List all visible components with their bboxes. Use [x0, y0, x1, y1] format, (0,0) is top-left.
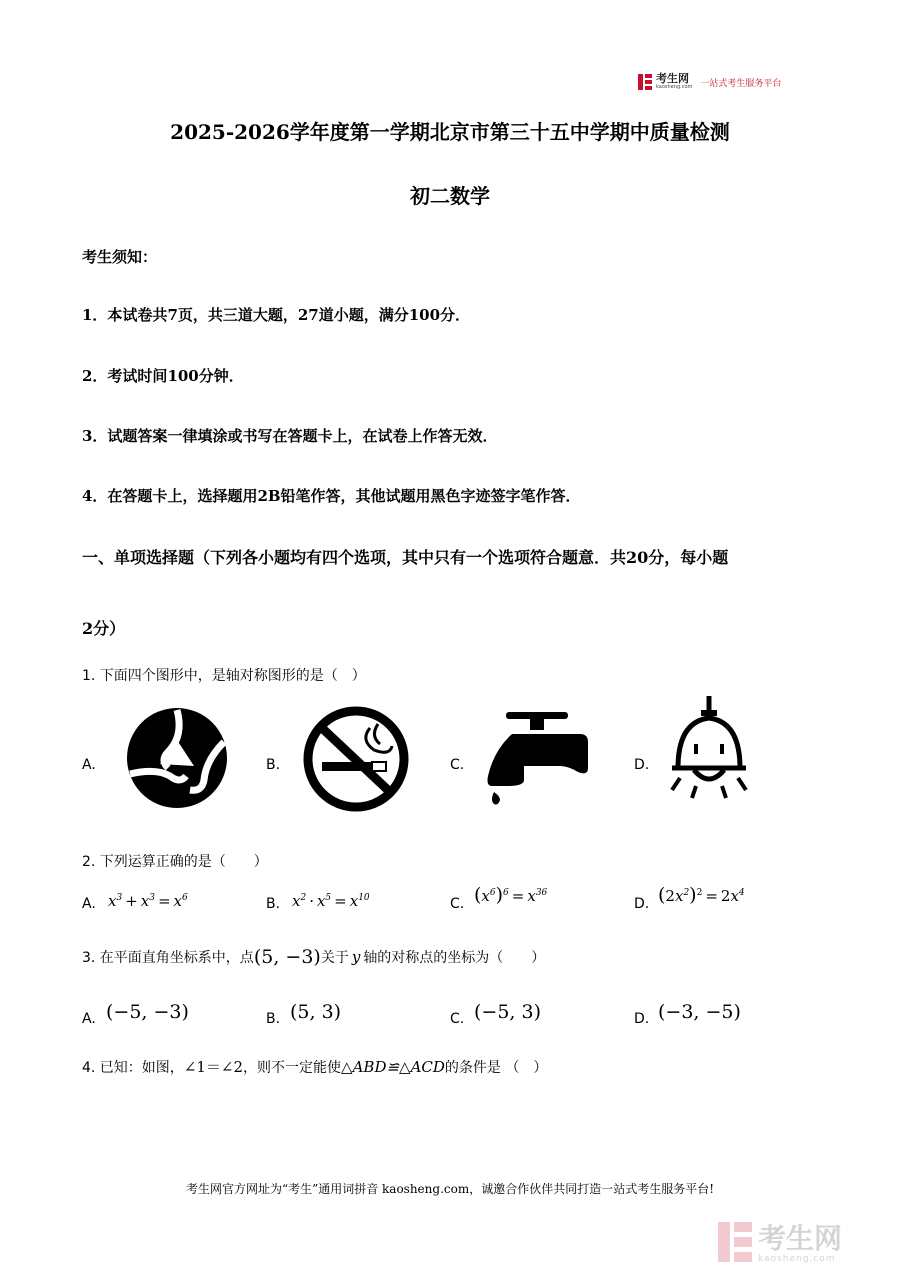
q2-option-label: A. — [82, 896, 96, 912]
brand-domain: kaosheng.com — [656, 84, 693, 90]
kaosheng-logo-icon — [638, 74, 652, 90]
q3-option-label: D. — [634, 1011, 650, 1027]
question-4-stem — [82, 1056, 547, 1077]
q4-stem-prefix: 4. 已知：如图， — [82, 1059, 184, 1076]
question-3-stem — [82, 946, 545, 968]
section-heading: 一、单项选择题（下列各小题均有四个选项，其中只有一个选项符合题意．共20分，每小题 — [82, 548, 729, 567]
ceiling-lamp-face-icon — [666, 694, 752, 810]
q3-stem-mid: 关于 — [320, 950, 349, 966]
watermark-name: 考生网 — [758, 1222, 843, 1255]
watermark-domain: kaosheng.com — [758, 1254, 836, 1264]
notice-item: 3．试题答案一律填涂或书写在答题卡上，在试卷上作答无效． — [82, 427, 498, 445]
brand-header — [638, 72, 781, 92]
question-2-stem: 2. 下列运算正确的是（ ） — [82, 854, 268, 870]
q3-option-a: (−5, −3) — [106, 1001, 189, 1023]
q1-option-label: B. — [266, 757, 281, 773]
q1-option-label: C. — [450, 757, 465, 773]
exam-title: 2025-2026学年度第一学期北京市第三十五中学期中质量检测 — [170, 120, 730, 144]
notice-heading: 考生须知： — [82, 248, 158, 266]
section-heading-cont: 2分） — [82, 619, 126, 638]
q2-option-c-formula: $(x^6)^6 = x^{36}$ — [474, 884, 548, 906]
q4-stem-mid: ，则不一定能使 — [243, 1059, 342, 1076]
q3-point: (5, −3) — [253, 946, 321, 968]
exam-subtitle: 初二数学 — [410, 184, 490, 208]
q3-axis: y — [351, 948, 361, 966]
footer-note: 考生网官方网址为“考生”通用词拼音 kaosheng.com，诚邀合作伙伴共同打造一站式考生服务平台! — [185, 1182, 715, 1196]
question-1-stem: 1. 下面四个图形中，是轴对称图形的是（ ） — [82, 668, 366, 684]
q4-stem-suffix: 的条件是 （ ） — [444, 1059, 548, 1076]
brand-name: 考生网 — [656, 72, 689, 85]
q2-option-label: C. — [450, 896, 465, 912]
q3-stem-suffix: 轴的对称点的坐标为（ ） — [363, 950, 546, 966]
q2-option-d-formula: $(2x^2)^2 = 2x^4$ — [658, 884, 745, 906]
no-smoking-icon — [300, 706, 412, 816]
q3-option-d: (−3, −5) — [658, 1001, 741, 1023]
q1-option-label: A. — [82, 757, 96, 773]
q3-option-c: (−5, 3) — [474, 1001, 542, 1023]
q3-option-label: A. — [82, 1011, 96, 1027]
q3-option-label: C. — [450, 1011, 465, 1027]
notice-item: 2．考试时间100分钟． — [82, 367, 244, 385]
q2-option-a-formula: $x^3 + x^3 = x^6$ — [108, 892, 188, 910]
q2-option-label: B. — [266, 896, 281, 912]
q3-stem-prefix: 3. 在平面直角坐标系中，点 — [82, 950, 254, 966]
triangle-blades-icon — [120, 706, 234, 814]
q2-option-label: D. — [634, 896, 650, 912]
q4-condition: ∠1＝∠2 — [183, 1058, 244, 1076]
q3-option-b: (5, 3) — [290, 1001, 342, 1023]
q2-option-b-formula: $x^2 \cdot x^5 = x^{10}$ — [292, 892, 370, 910]
faucet-icon — [484, 706, 592, 814]
brand-tagline: 一站式考生服务平台 — [700, 78, 782, 89]
q1-option-label: D. — [634, 757, 650, 773]
q3-option-label: B. — [266, 1011, 281, 1027]
q4-congruence: △ABD≌△ACD — [341, 1057, 445, 1076]
notice-item: 4．在答题卡上，选择题用2B铅笔作答，其他试题用黑色字迹签字笔作答． — [82, 487, 581, 505]
notice-item: 1．本试卷共7页，共三道大题，27道小题，满分100分． — [82, 306, 471, 324]
kaosheng-watermark-logo-icon — [718, 1222, 752, 1266]
watermark — [718, 1222, 842, 1266]
